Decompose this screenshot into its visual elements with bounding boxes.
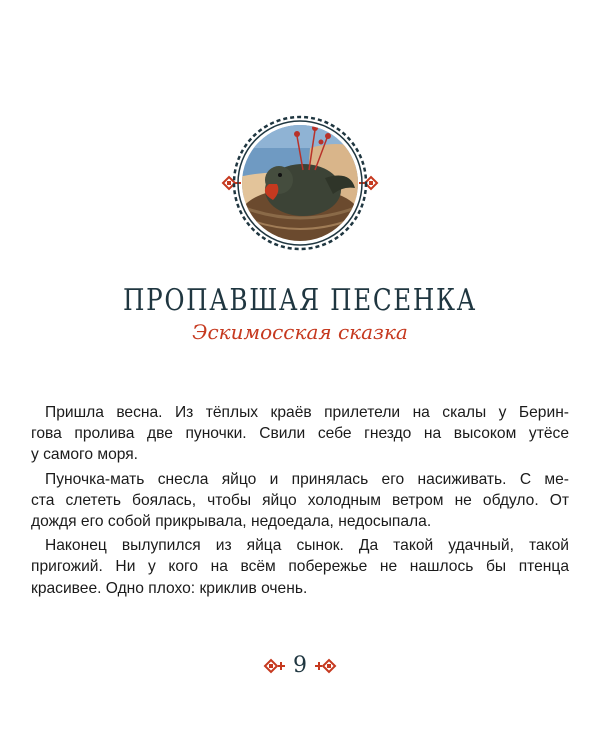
text-line: пригожий. Ни у кого на всём побережье не нашлось бы птенца bbox=[31, 558, 569, 576]
story-text bbox=[31, 402, 569, 602]
story-title: ПРОПАВШАЯ ПЕСЕНКА bbox=[123, 283, 477, 318]
nest-illustration bbox=[215, 108, 385, 258]
page-number: 9 bbox=[293, 653, 307, 678]
text-line: красивее. Одно плохо: криклив очень. bbox=[31, 579, 308, 597]
paragraph bbox=[31, 402, 569, 466]
story-subtitle: Эскимосская сказка bbox=[192, 320, 408, 344]
text-line: Пуночка-мать снесла яйцо и принялась его насиживать. С ме- bbox=[45, 470, 569, 488]
folk-ornament-icon bbox=[263, 658, 287, 674]
text-line: у самого моря. bbox=[31, 446, 139, 464]
text-line: Пришла весна. Из тёплых краёв прилетели на скалы у Берин- bbox=[45, 404, 569, 421]
page-footer bbox=[0, 651, 600, 681]
folk-ornament-icon bbox=[313, 658, 337, 674]
paragraph bbox=[31, 469, 569, 533]
text-line: дождя его собой прикрывала, недоедала, недосыпала. bbox=[31, 513, 432, 531]
text-line: ста слететь боялась, чтобы яйцо холодным ветром не обдуло. От bbox=[31, 491, 569, 509]
text-line: гова пролива две пуночки. Свили себе гнездо на высоком утёсе bbox=[31, 425, 569, 443]
bird-in-nest-icon bbox=[215, 108, 385, 258]
paragraph bbox=[31, 535, 569, 599]
text-line: Наконец вылупился из яйца сынок. Да такой удачный, такой bbox=[45, 537, 569, 555]
